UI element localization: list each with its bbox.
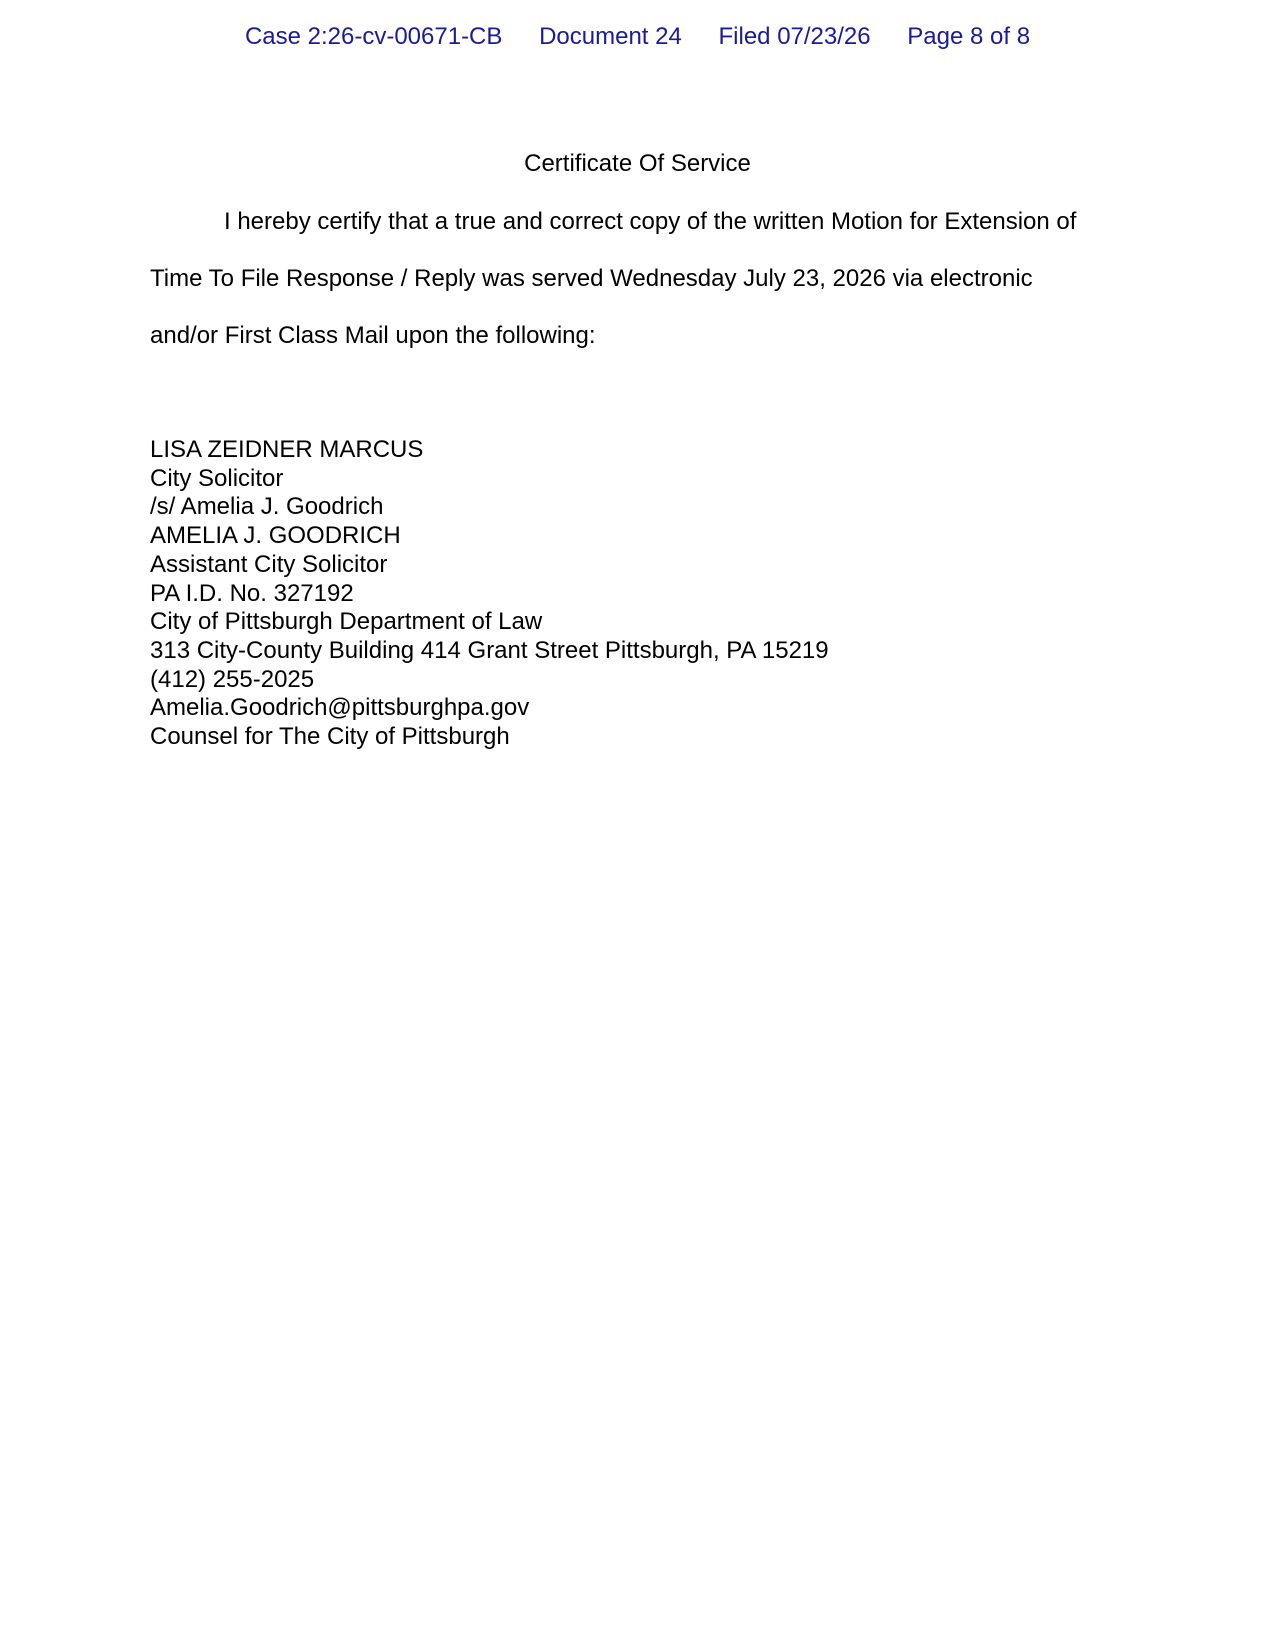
solicitor-name: LISA ZEIDNER MARCUS — [150, 436, 424, 463]
electronic-signature: /s/ Amelia J. Goodrich — [150, 493, 384, 521]
page-number: Page 8 of 8 — [907, 23, 1031, 50]
ecf-filing-header — [0, 22, 1275, 52]
document-number: Document 24 — [539, 23, 682, 50]
solicitor-title: City Solicitor — [150, 464, 284, 492]
attorney-title: Assistant City Solicitor — [150, 550, 388, 578]
phone: (412) 255-2025 — [150, 665, 315, 693]
email: Amelia.Goodrich@pittsburghpa.gov — [150, 694, 530, 722]
certification-line-1: I hereby certify that a true and correct copy of the written Motion for Extension of — [224, 208, 1077, 235]
certificate-title: Certificate Of Service — [524, 150, 751, 177]
case-number: Case 2:26-cv-00671-CB — [244, 23, 503, 50]
address: 313 City-County Building 414 Grant Street Pittsburgh, PA 15219 — [150, 636, 829, 664]
counsel-for: Counsel for The City of Pittsburgh — [150, 723, 510, 751]
filed-date: Filed 07/23/26 — [718, 23, 871, 50]
department: City of Pittsburgh Department of Law — [150, 608, 543, 636]
certification-line-2: Time To File Response / Reply was served Wednesday July 23, 2026 via electronic — [150, 265, 1033, 292]
signature-block — [150, 436, 829, 752]
certification-line-3: and/or First Class Mail upon the following: — [150, 322, 596, 349]
attorney-id: PA I.D. No. 327192 — [150, 579, 354, 607]
attorney-name: AMELIA J. GOODRICH — [150, 522, 401, 550]
